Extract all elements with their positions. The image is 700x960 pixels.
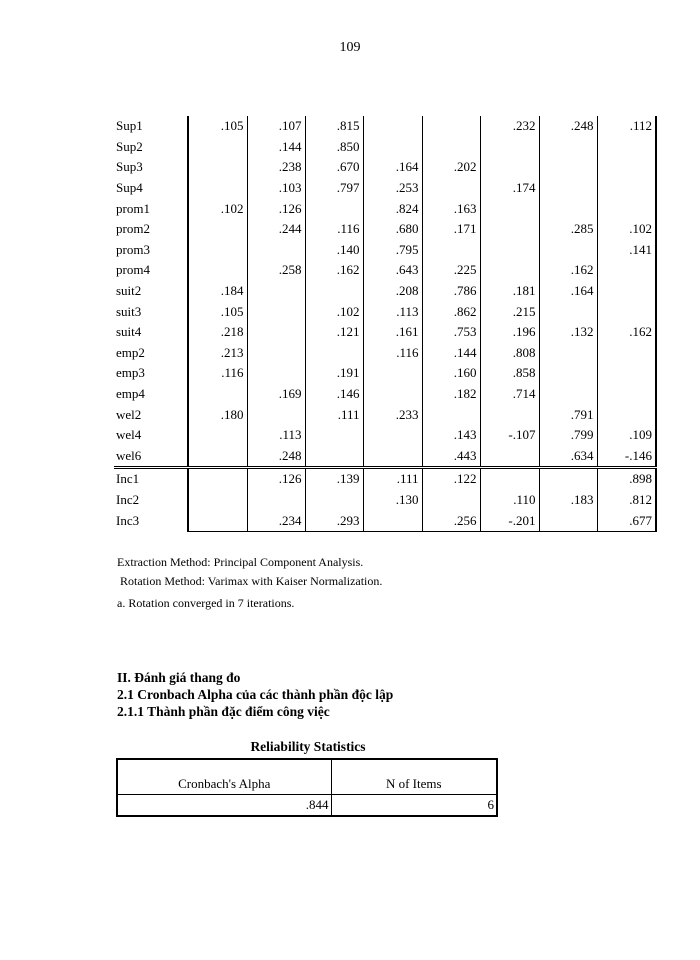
page-number: 109 (339, 40, 361, 55)
loading-cell: .293 (305, 510, 363, 531)
row-label: prom3 (116, 241, 150, 257)
loading-cell (597, 137, 656, 158)
loading-cell: .184 (188, 281, 247, 302)
loading-cell: .643 (363, 260, 422, 281)
table-row (114, 198, 656, 219)
loading-cell: .139 (305, 468, 363, 490)
loading-cell: .126 (247, 198, 305, 219)
loading-cell: .143 (422, 425, 480, 446)
loading-cell (305, 490, 363, 511)
loading-cell (247, 490, 305, 511)
loading-cell (422, 490, 480, 511)
loading-cell: .898 (597, 468, 656, 490)
row-label: suit3 (116, 303, 142, 319)
loading-cell: .112 (597, 116, 656, 137)
loading-cell: .122 (422, 468, 480, 490)
loading-cell (422, 137, 480, 158)
loading-cell: .111 (363, 468, 422, 490)
loading-cell (539, 301, 597, 322)
value-n-of-items: 6 (331, 795, 497, 817)
loading-cell (188, 157, 247, 178)
table-row (114, 240, 656, 261)
loading-cell: .171 (422, 219, 480, 240)
loading-cell: .116 (363, 343, 422, 364)
loading-cell: .213 (188, 343, 247, 364)
loading-cell: .234 (247, 510, 305, 531)
loading-cell: .146 (305, 384, 363, 405)
loading-cell (480, 198, 539, 219)
loading-cell: .850 (305, 137, 363, 158)
loading-cell (188, 490, 247, 511)
row-label: suit2 (116, 283, 142, 299)
row-label: Inc1 (114, 468, 188, 490)
subsubsection-heading: 2.1.1 Thành phần đặc điểm công việc (117, 704, 330, 719)
loading-cell (480, 260, 539, 281)
loading-cell (539, 157, 597, 178)
value-cronbachs-alpha: .844 (117, 795, 331, 817)
loading-cell: .144 (247, 137, 305, 158)
loading-cell: .634 (539, 446, 597, 468)
row-label: Inc3 (116, 512, 140, 528)
table-row (114, 490, 656, 511)
table-row (114, 425, 656, 446)
loading-cell: .105 (188, 116, 247, 137)
table-row (114, 260, 656, 281)
subsection-heading: 2.1 Cronbach Alpha của các thành phần độc lập (117, 687, 394, 702)
loading-cell (422, 240, 480, 261)
loading-cell: .161 (363, 322, 422, 343)
loading-cell (480, 404, 539, 425)
table-row (114, 219, 656, 240)
table-row (114, 178, 656, 199)
loading-cell (597, 404, 656, 425)
loading-cell (539, 178, 597, 199)
loading-cell: .677 (597, 510, 656, 531)
loading-cell (305, 343, 363, 364)
loading-cell (422, 404, 480, 425)
loading-cell (539, 363, 597, 384)
loading-cell (597, 384, 656, 405)
loading-cell: .113 (363, 301, 422, 322)
loading-cell (363, 137, 422, 158)
loading-cell: .795 (363, 240, 422, 261)
loading-cell (363, 446, 422, 468)
loading-cell: .163 (422, 198, 480, 219)
loading-cell (305, 281, 363, 302)
loading-cell (539, 384, 597, 405)
loading-cell (305, 446, 363, 468)
loading-cell (247, 322, 305, 343)
row-label: Inc2 (116, 491, 140, 507)
loading-cell (188, 446, 247, 468)
loading-cell: .105 (188, 301, 247, 322)
loading-cell: .858 (480, 363, 539, 384)
loading-cell: .164 (363, 157, 422, 178)
loading-cell: .258 (247, 260, 305, 281)
loading-cell (597, 157, 656, 178)
loading-cell: .225 (422, 260, 480, 281)
loading-cell (188, 137, 247, 158)
loading-cell: .109 (597, 425, 656, 446)
reliability-table (116, 758, 498, 817)
loading-cell: .248 (247, 446, 305, 468)
footnote-extraction: Extraction Method: Principal Component Analysis. (117, 555, 364, 569)
table-row (114, 363, 656, 384)
loading-cell: .808 (480, 343, 539, 364)
row-label: Sup4 (116, 180, 143, 196)
loading-cell: .164 (539, 281, 597, 302)
loading-cell: .680 (363, 219, 422, 240)
loading-cell: .202 (422, 157, 480, 178)
table-row (114, 384, 656, 405)
loading-cell (247, 343, 305, 364)
loading-cell: .208 (363, 281, 422, 302)
loading-cell (247, 301, 305, 322)
loading-cell (597, 178, 656, 199)
loading-cell (539, 198, 597, 219)
table-row (114, 404, 656, 425)
loading-cell (305, 425, 363, 446)
section-heading: II. Đánh giá thang đo (117, 670, 241, 685)
loading-cell: .797 (305, 178, 363, 199)
loading-cell: .113 (247, 425, 305, 446)
loading-cell: .162 (597, 322, 656, 343)
table-row (114, 116, 656, 137)
loading-cell: .111 (305, 404, 363, 425)
loading-cell: .253 (363, 178, 422, 199)
loading-cell (247, 363, 305, 384)
loading-cell (597, 281, 656, 302)
loading-cell (480, 157, 539, 178)
loading-cell (363, 510, 422, 531)
loading-cell: .183 (539, 490, 597, 511)
loading-cell (480, 240, 539, 261)
loading-cell: -.107 (480, 425, 539, 446)
loading-cell (247, 404, 305, 425)
loading-cell: .232 (480, 116, 539, 137)
loading-cell: .191 (305, 363, 363, 384)
loading-cell (188, 425, 247, 446)
loading-cell (247, 240, 305, 261)
loading-cell (422, 178, 480, 199)
row-label: emp4 (116, 386, 145, 402)
loading-cell (597, 260, 656, 281)
loading-cell (188, 510, 247, 531)
table-row (114, 446, 656, 468)
row-label: emp3 (116, 365, 145, 381)
loading-cell: -.146 (597, 446, 656, 468)
row-label: Sup3 (116, 159, 143, 175)
loading-cell: .791 (539, 404, 597, 425)
loading-cell: .238 (247, 157, 305, 178)
loading-cell (363, 425, 422, 446)
loading-cell: .140 (305, 240, 363, 261)
table-row (114, 301, 656, 322)
loading-cell (188, 384, 247, 405)
loading-cell: .753 (422, 322, 480, 343)
loading-cell: .180 (188, 404, 247, 425)
loading-cell: .110 (480, 490, 539, 511)
loading-cell: .196 (480, 322, 539, 343)
header-n-of-items: N of Items (331, 759, 497, 795)
loading-cell (539, 240, 597, 261)
table-row (114, 281, 656, 302)
loading-cell: .215 (480, 301, 539, 322)
loading-cell (539, 510, 597, 531)
loading-cell (539, 468, 597, 490)
loading-cell: .130 (363, 490, 422, 511)
loading-cell: .812 (597, 490, 656, 511)
table-row (114, 468, 656, 490)
loading-cell: .815 (305, 116, 363, 137)
loading-cell: .144 (422, 343, 480, 364)
loading-cell: .256 (422, 510, 480, 531)
loading-cell (305, 198, 363, 219)
loading-cell: .103 (247, 178, 305, 199)
loading-cell (188, 468, 247, 490)
loading-cell: .181 (480, 281, 539, 302)
loading-cell: .244 (247, 219, 305, 240)
loading-cell (422, 116, 480, 137)
loading-cell: .121 (305, 322, 363, 343)
loading-cell (188, 260, 247, 281)
loading-cell: .443 (422, 446, 480, 468)
loading-cell: .218 (188, 322, 247, 343)
loading-cell (247, 281, 305, 302)
loading-cell (597, 343, 656, 364)
loading-cell: .162 (539, 260, 597, 281)
loading-cell: .132 (539, 322, 597, 343)
loading-cell: .285 (539, 219, 597, 240)
loading-cell: .174 (480, 178, 539, 199)
loading-cell: .116 (188, 363, 247, 384)
row-label: Sup1 (116, 118, 143, 134)
loading-cell (363, 363, 422, 384)
loading-cell (480, 219, 539, 240)
loading-cell (539, 137, 597, 158)
row-label: Sup2 (116, 138, 143, 154)
row-label: prom1 (116, 200, 150, 216)
row-label: prom2 (116, 221, 150, 237)
loading-cell (363, 116, 422, 137)
loading-cell (480, 137, 539, 158)
table-row (114, 137, 656, 158)
loading-cell: .107 (247, 116, 305, 137)
loading-cell: .714 (480, 384, 539, 405)
row-label: wel4 (116, 427, 142, 443)
loading-cell (597, 198, 656, 219)
row-label: prom4 (116, 262, 150, 278)
loading-cell: .862 (422, 301, 480, 322)
row-label: suit4 (116, 324, 142, 340)
header-cronbachs-alpha: Cronbach's Alpha (117, 759, 331, 795)
loading-cell (188, 178, 247, 199)
loading-cell (597, 301, 656, 322)
table-row (114, 343, 656, 364)
row-label: wel6 (116, 447, 142, 463)
loading-cell: .160 (422, 363, 480, 384)
loading-cell (480, 446, 539, 468)
loading-cell: .102 (305, 301, 363, 322)
loading-cell: .141 (597, 240, 656, 261)
loading-cell: .786 (422, 281, 480, 302)
footnote-converged: a. Rotation converged in 7 iterations. (117, 596, 295, 610)
loading-cell: .182 (422, 384, 480, 405)
loading-cell: .126 (247, 468, 305, 490)
loading-cell (188, 219, 247, 240)
rotated-component-matrix (114, 116, 657, 532)
loading-cell: .670 (305, 157, 363, 178)
loading-cell: .233 (363, 404, 422, 425)
reliability-title: Reliability Statistics (250, 739, 366, 754)
loading-cell: .799 (539, 425, 597, 446)
loading-cell (480, 468, 539, 490)
footnote-rotation: Rotation Method: Varimax with Kaiser Normalization. (120, 574, 383, 588)
row-label: wel2 (116, 406, 142, 422)
loading-cell: .824 (363, 198, 422, 219)
loading-cell: -.201 (480, 510, 539, 531)
table-row (114, 510, 656, 531)
loading-cell: .162 (305, 260, 363, 281)
loading-cell (363, 384, 422, 405)
row-label: emp2 (116, 344, 145, 360)
loading-cell: .169 (247, 384, 305, 405)
loading-cell: .102 (188, 198, 247, 219)
loading-cell: .102 (597, 219, 656, 240)
loading-cell (597, 363, 656, 384)
loading-cell (188, 240, 247, 261)
table-row (114, 157, 656, 178)
table-row (114, 322, 656, 343)
loading-cell: .248 (539, 116, 597, 137)
loading-cell: .116 (305, 219, 363, 240)
loading-cell (539, 343, 597, 364)
